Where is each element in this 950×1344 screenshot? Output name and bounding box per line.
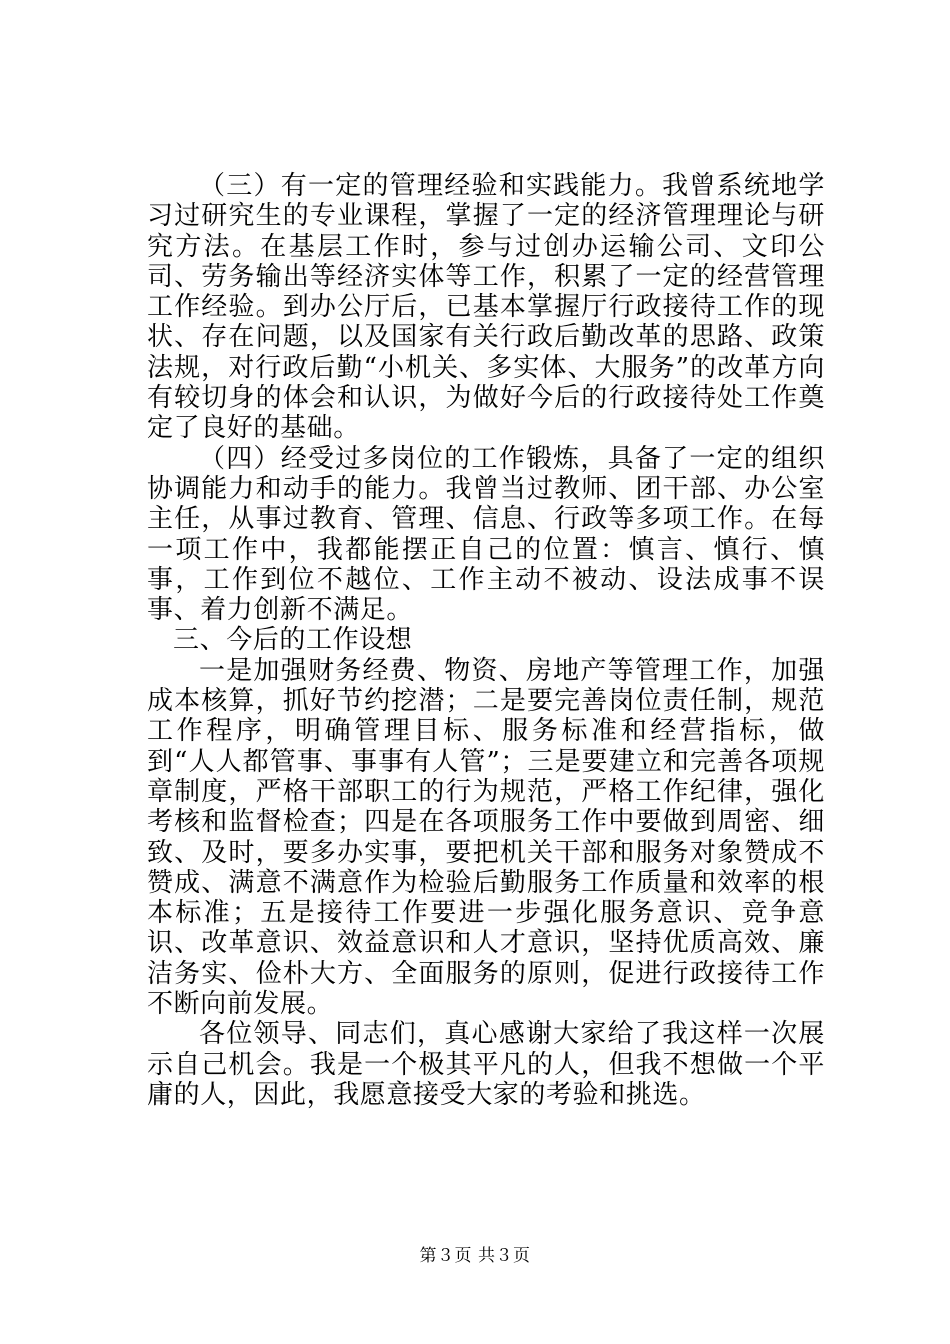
document-body bbox=[147, 171, 825, 1110]
paragraph-work-plan: 一是加强财务经费、物资、房地产等管理工作，加强成本核算，抓好节约挖潜；二是要完善岗位责任制，规范工作程序，明确管理目标、服务标准和经营指标，做到“人人都管事、事事有人管”；三是要建立和完善各项规章制度，严格干部职工的行为规范，严格工作纪律，强化考核和监督检查；四是在各项服务工作中要做到周密、细致、及时，要多办实事，要把机关干部和服务对象赞成不赞成、满意不满意作为检验后勤服务工作质量和效率的根本标准；五是接待工作要进一步强化服务意识、竞争意识、改革意识、效益意识和人才意识，坚持优质高效、廉洁务实、俭朴大方、全面服务的原则，促进行政接待工作不断向前发展。 bbox=[147, 655, 825, 1020]
paragraph-multi-post-training: （四）经受过多岗位的工作锻炼，具备了一定的组织协调能力和动手的能力。我曾当过教师、团干部、办公室主任，从事过教育、管理、信息、行政等多项工作。在每一项工作中，我都能摆正自己的位置：慎言、慎行、慎事，工作到位不越位、工作主动不被动、设法成事不误事、着力创新不满足。 bbox=[147, 443, 825, 626]
page-number-footer: 第３页 共３页 bbox=[419, 1246, 531, 1266]
section-heading-future-plans: 三、今后的工作设想 bbox=[173, 625, 413, 656]
paragraph-management-experience: （三）有一定的管理经验和实践能力。我曾系统地学习过研究生的专业课程，掌握了一定的经济管理理论与研究方法。在基层工作时，参与过创办运输公司、文印公司、劳务输出等经济实体等工作，积累了一定的经营管理工作经验。到办公厅后，已基本掌握厅行政接待工作的现状、存在问题，以及国家有关行政后勤改革的思路、政策法规，对行政后勤“小机关、多实体、大服务”的改革方向有较切身的体会和认识，为做好今后的行政接待处工作奠定了良好的基础。 bbox=[147, 171, 825, 444]
paragraph-closing: 各位领导、同志们，真心感谢大家给了我这样一次展示自己机会。我是一个极其平凡的人，但我不想做一个平庸的人，因此，我愿意接受大家的考验和挑选。 bbox=[147, 1019, 825, 1110]
